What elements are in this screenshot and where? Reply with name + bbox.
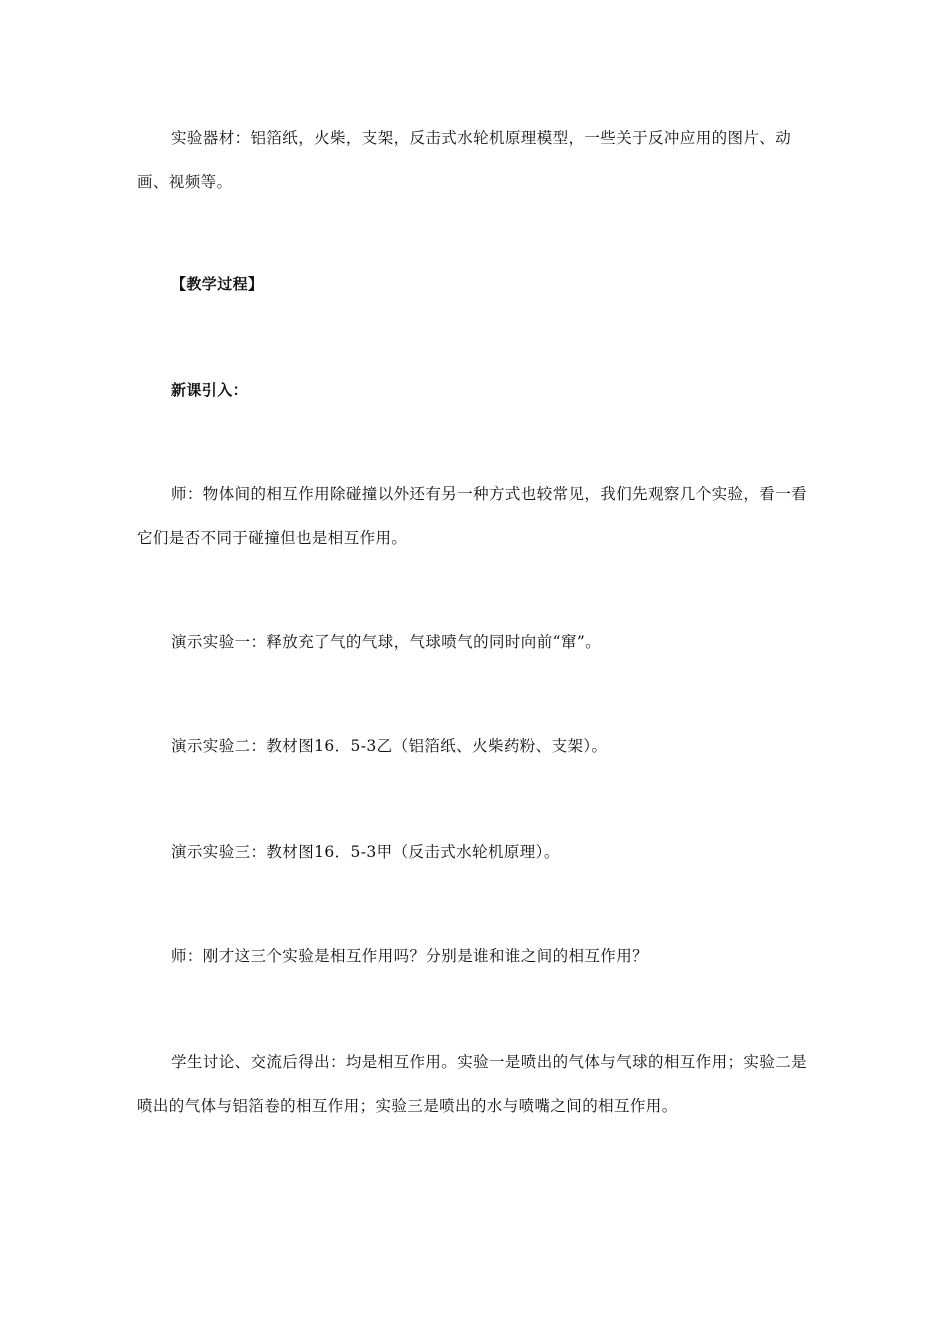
teaching-process-heading: 【教学过程】	[171, 275, 264, 293]
student-answer-paragraph: 学生讨论、交流后得出：均是相互作用。实验一是喷出的气体与气球的相互作用；实验二是喷出的气体与铝箔卷的相互作用；实验三是喷出的水与喷嘴之间的相互作用。	[137, 1053, 808, 1115]
materials-paragraph: 实验器材：铝箔纸，火柴，支架，反击式水轮机原理模型，一些关于反冲应用的图片、动画、视频等。	[137, 129, 792, 191]
demo-experiment-1: 演示实验一：释放充了气的气球，气球喷气的同时向前“窜”。	[171, 633, 602, 651]
demo-experiment-2: 演示实验二：教材图16．5-3乙（铝箔纸、火柴药粉、支架）。	[171, 737, 608, 755]
lesson-intro-heading: 新课引入：	[171, 381, 249, 399]
demo-experiment-3: 演示实验三：教材图16．5-3甲（反击式水轮机原理）。	[171, 843, 560, 861]
teacher-question-paragraph: 师：刚才这三个实验是相互作用吗？分别是谁和谁之间的相互作用？	[171, 947, 649, 965]
teacher-intro-paragraph: 师：物体间的相互作用除碰撞以外还有另一种方式也较常见，我们先观察几个实验，看一看它们是否不同于碰撞但也是相互作用。	[137, 485, 808, 547]
